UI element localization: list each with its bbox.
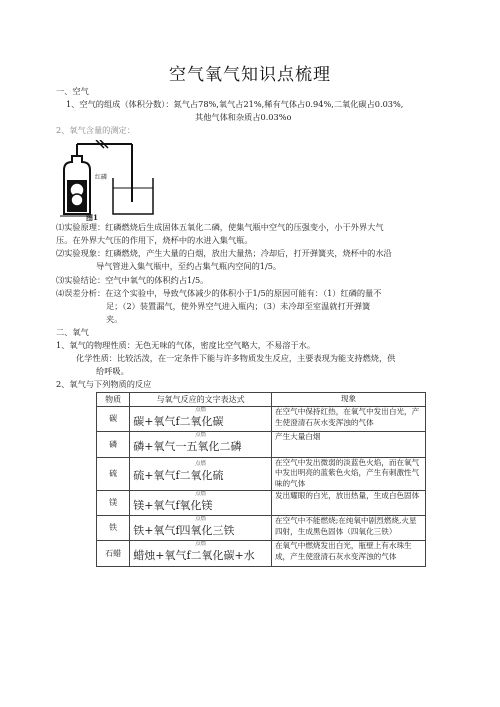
phenomenon-cell: 在空气中保持红热，在氧气中发出白光，产生使澄清石灰水变浑浊的气体 (271, 407, 425, 432)
equation-cell (130, 432, 272, 457)
reactions-table (96, 392, 426, 567)
table-row (97, 432, 426, 457)
phenomenon-cell: 在氧气中燃烧发出白光，瓶壁上有水珠生成，产生使澄清石灰水变浑浊的气体 (271, 541, 425, 566)
equation-text: 磷+氧气一五氧化二磷 (133, 440, 242, 454)
substance-cell: 铁 (97, 515, 130, 540)
conclusion-text: ⑶实验结论：空气中氧气的体积约占1/5。 (56, 275, 209, 285)
condition-label: 点燃 (195, 490, 207, 497)
error-analysis-cont: 足；（2）装置漏气，使外界空气进入瓶内；（3）未冷却至室温就打开弹簧 (106, 301, 371, 311)
chemical-properties-cont: 给呼吸。 (96, 366, 129, 376)
equation-cell (130, 515, 272, 540)
condition-label: 点燃 (195, 515, 207, 522)
chemical-properties: 化学性质：比较活泼，在一定条件下能与许多物质发生反应，主要表现为能支持燃烧，供 (76, 353, 396, 363)
equation-text: 碳+氧气f二氧化碳 (133, 414, 224, 428)
physical-properties: 1、氧气的物理性质：无色无味的气体，密度比空气略大，不易溶于水。 (56, 340, 316, 350)
section-oxygen-heading: 二、氧气 (56, 327, 89, 337)
substance-cell: 石蜡 (97, 541, 130, 566)
equation-cell (130, 541, 272, 566)
air-composition: 1、空气的组成（体积分数）：氮气占78%,氧气占21%,稀有气体占0.94%,二氧化碳占0.03%, (66, 99, 404, 109)
equation-text: 镁+氧气f氧化镁 (133, 498, 213, 512)
phenomenon-cell: 在空气中发出微弱的淡蓝色火焰，而在氧气中发出明亮的蓝紫色火焰，产生有刺激性气味的气体 (271, 457, 425, 490)
condition-label: 点燃 (195, 541, 207, 548)
condition-label: 点燃 (195, 407, 207, 413)
section-air-heading: 一、空气 (56, 86, 89, 96)
equation-text: 蜡烛+氧气f二氧化碳+水 (133, 549, 255, 563)
table-row (97, 541, 426, 566)
reactions-heading: 2、氧气与下列物质的反应 (56, 379, 152, 389)
air-composition-cont: 其他气体和杂质占0.03%o (195, 112, 292, 122)
equation-text: 铁+氧气f四氧化三铁 (133, 523, 235, 537)
equation-text: 硫+氧气f二氧化硫 (133, 469, 224, 483)
table-row (97, 407, 426, 432)
header-substance: 物质 (97, 393, 130, 407)
error-analysis-text: ⑷误差分析：在这个实验中，导致气体减少的体积小于1/5的原因可能有：（1）红磷的量不 (56, 288, 382, 298)
table-header-row (97, 393, 426, 407)
phenomenon-cell: 发出耀眼的白光，放出热量，生成白色固体 (271, 490, 425, 515)
principle-text-cont: 压。在外界大气压的作用下，烧杯中的水进入集气瓶。 (56, 235, 253, 245)
apparatus-figure (58, 140, 168, 228)
substance-cell: 磷 (97, 432, 130, 457)
phenomenon-cell: 产生大量白烟 (271, 432, 425, 457)
condition-label: 点燃 (195, 461, 207, 468)
error-analysis-end: 夹。 (106, 314, 123, 324)
table-row (97, 457, 426, 490)
header-phenomenon: 现象 (271, 393, 425, 407)
phenomenon-text-cont: 导气管进入集气瓶中，至约占集气瓶内空间的1/5。 (96, 261, 282, 271)
phenomenon-text: ⑵实验现象：红磷燃烧，产生大量的白烟，放出大量热；冷却后，打开弹簧夹，烧杯中的水沿 (56, 248, 392, 258)
principle-text: ⑴实验原理：红磷燃烧后生成固体五氧化二磷，使集气瓶中空气的压强变小，小于外界大气 (56, 222, 384, 232)
substance-cell: 硫 (97, 457, 130, 490)
equation-cell (130, 490, 272, 515)
table-row (97, 515, 426, 540)
page-title: 空气氧气知识点梳理 (169, 65, 331, 85)
substance-cell: 镁 (97, 490, 130, 515)
substance-cell: 碳 (97, 407, 130, 432)
equation-cell (130, 407, 272, 432)
equation-cell (130, 457, 272, 490)
table-row (97, 490, 426, 515)
apparatus-diagram (58, 140, 168, 220)
oxygen-measurement-heading: 2、氧气含量的测定： (56, 125, 135, 135)
header-equation: 与氧气反应的文字表达式 (130, 393, 272, 407)
figure-caption: 图1 (86, 213, 98, 222)
phenomenon-cell: 在空气中不能燃烧;在纯氧中剧烈燃烧,火星四射，生成黑色固体（四氧化三铁） (271, 515, 425, 540)
red-phosphorus-label: 红磷 (95, 174, 108, 181)
condition-label: 点燃 (195, 432, 207, 439)
